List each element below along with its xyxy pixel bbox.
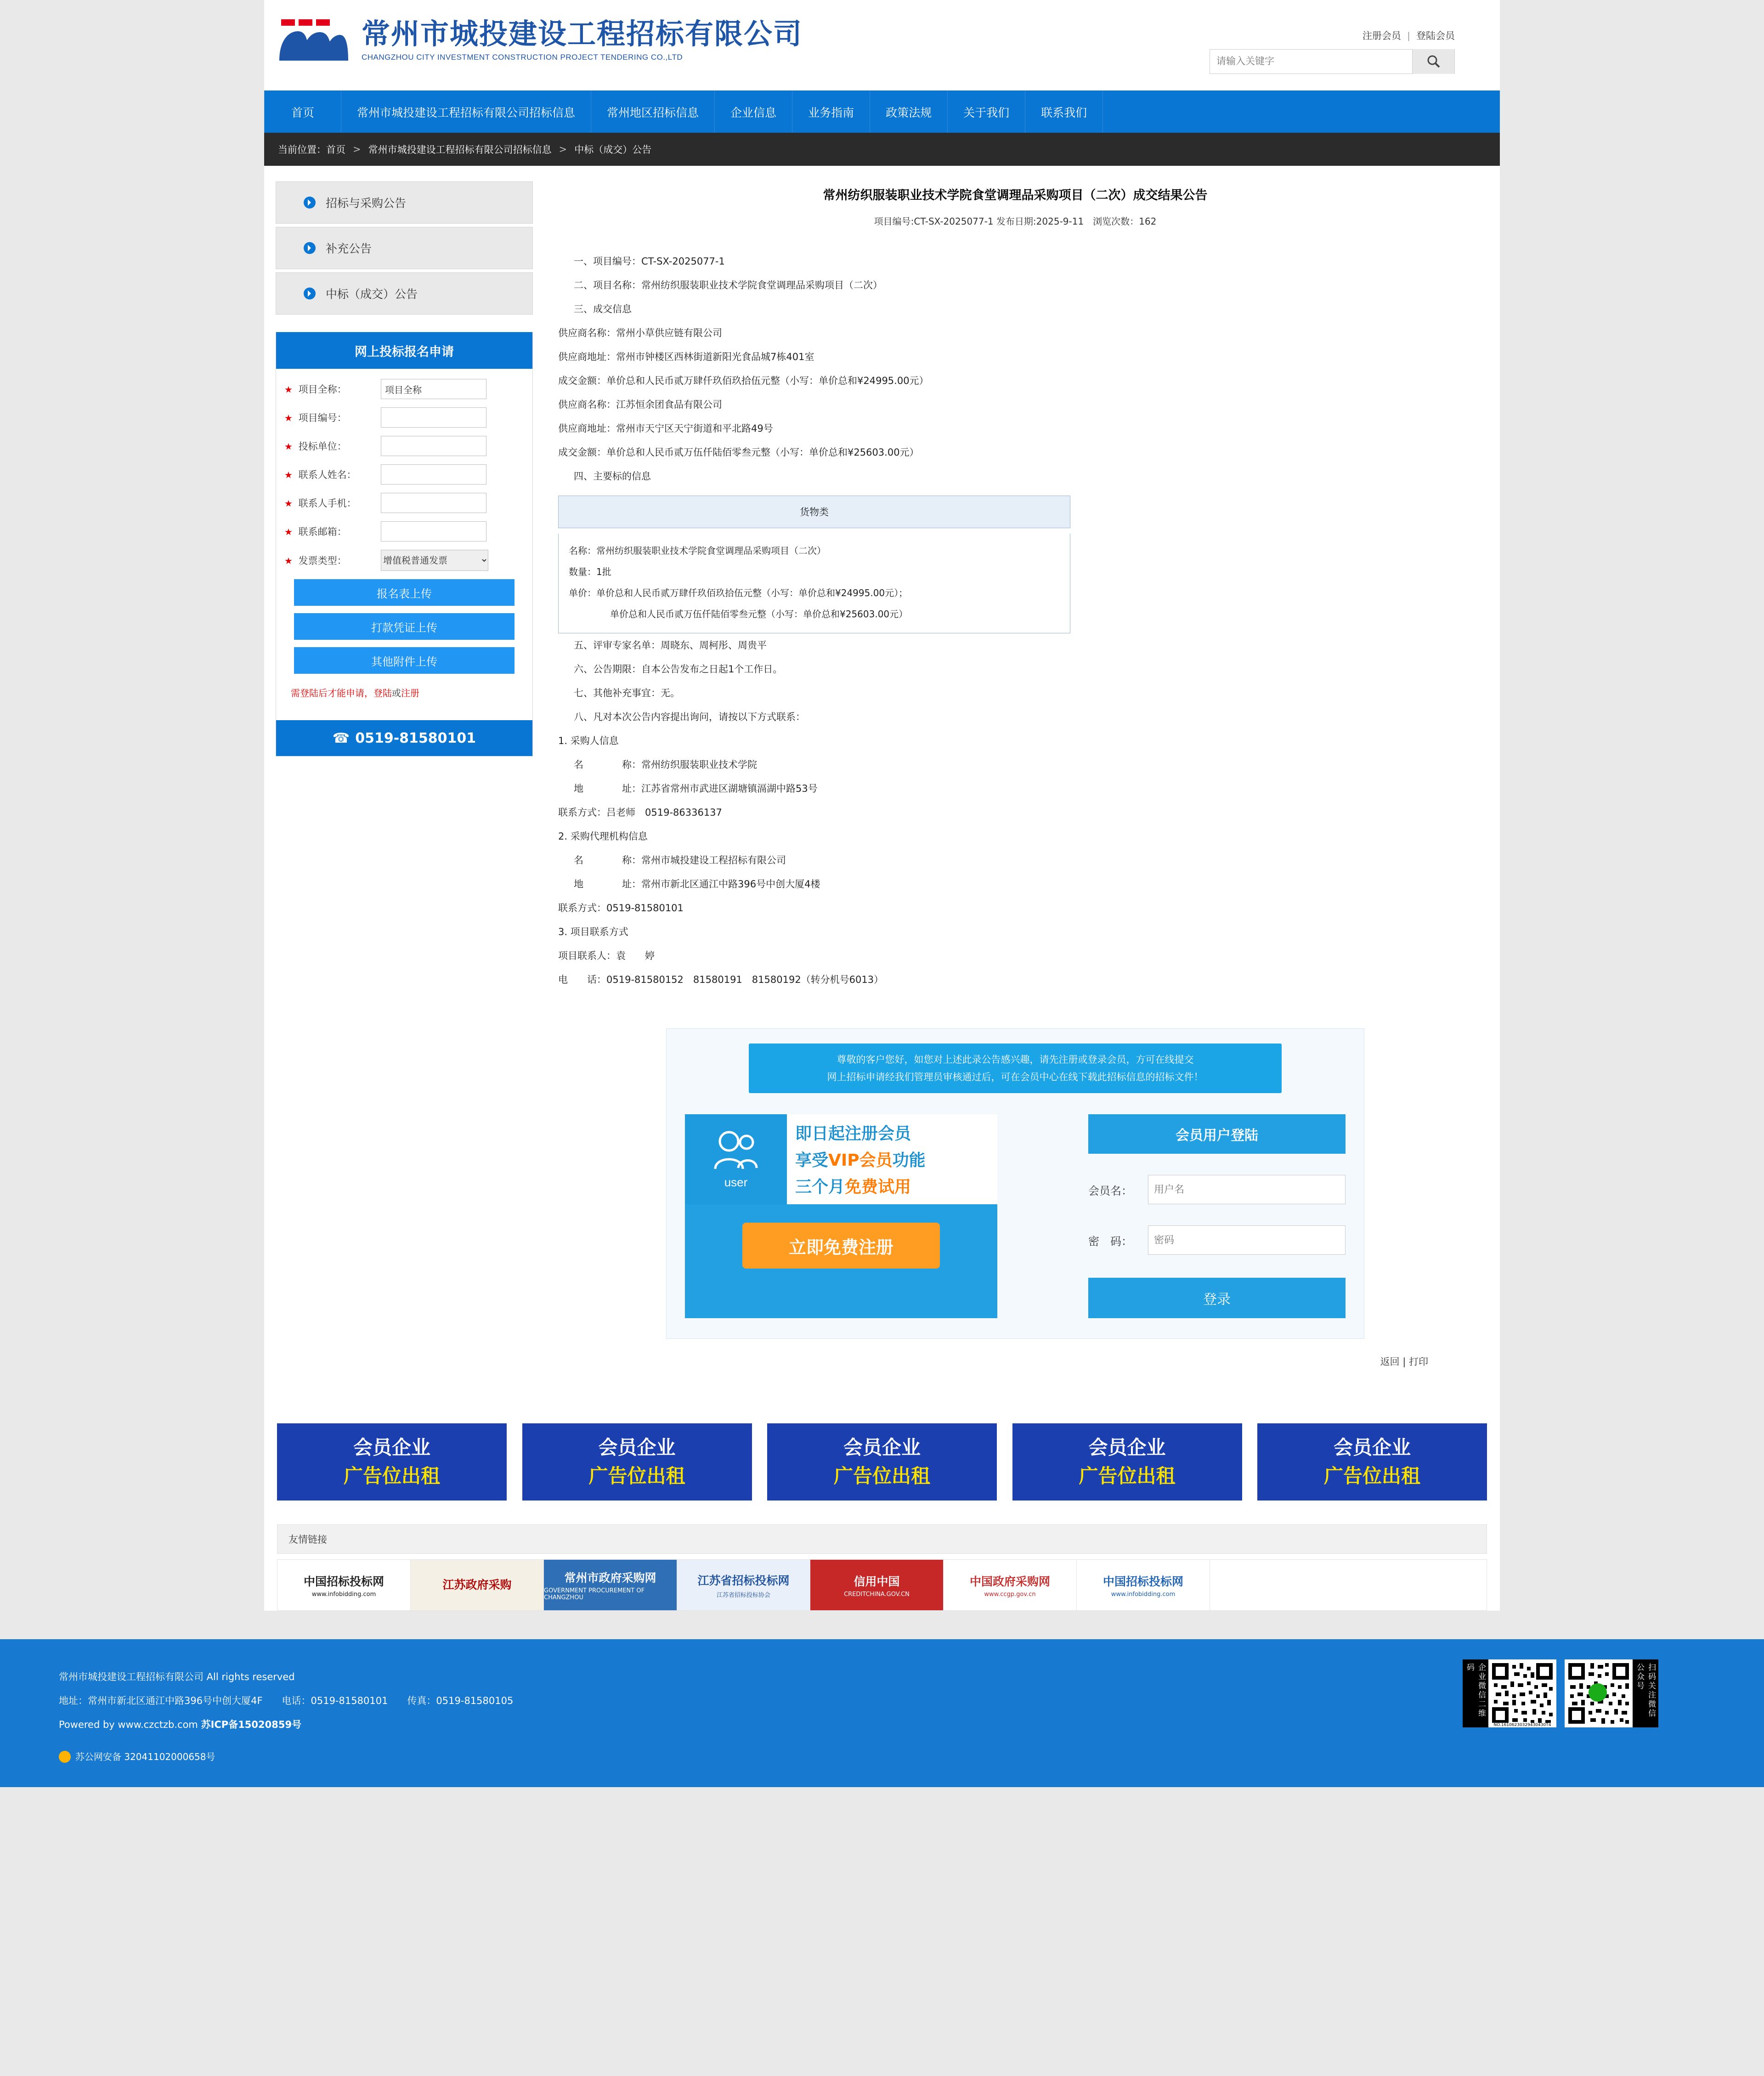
sidebar-item-tender-notice[interactable] xyxy=(276,181,533,224)
promo-note xyxy=(749,1044,1282,1093)
free-register-button[interactable]: 立即免费注册 xyxy=(742,1223,940,1269)
qr-code-group xyxy=(1454,1659,1658,1727)
table-header-row xyxy=(559,496,1070,528)
friend-logo-1[interactable] xyxy=(411,1560,544,1610)
form-label-contact-name xyxy=(284,468,381,481)
label-text: 联系人手机： xyxy=(298,498,356,509)
form-row-project-name xyxy=(284,379,524,399)
required-mark: ★ xyxy=(284,469,293,480)
ad-slot-0[interactable] xyxy=(277,1423,507,1501)
invoice-type-select[interactable] xyxy=(381,550,488,571)
sidebar-item-award-notice[interactable] xyxy=(276,272,533,315)
qr-caption: NO.16106230329430430T4 xyxy=(1488,1723,1556,1727)
nav-item-7[interactable]: 联系我们 xyxy=(1025,91,1103,133)
friend-logo-5[interactable] xyxy=(944,1560,1077,1610)
label-text: 项目全称： xyxy=(298,384,347,395)
friend-logo-name: 江苏政府采购 xyxy=(442,1578,512,1591)
register-link[interactable]: 注册会员 xyxy=(1362,31,1401,41)
breadcrumb xyxy=(264,133,1500,166)
contact-mobile-input[interactable] xyxy=(381,493,486,513)
user-avatar-icon xyxy=(685,1114,787,1204)
label-text: 联系人姓名： xyxy=(298,469,356,480)
friend-logo-name: 中国政府采购网 xyxy=(969,1574,1050,1588)
article-line-2: 三、成交信息 xyxy=(574,304,632,315)
sidebar xyxy=(276,181,533,756)
search-button[interactable] xyxy=(1412,49,1454,74)
ad-line-1: 会员企业 xyxy=(843,1436,921,1459)
friend-logo-sub: www.ccgp.gov.cn xyxy=(984,1591,1036,1598)
goods-table-header-cell: 货物类 xyxy=(559,496,1070,528)
footer-address: 地址：常州市新北区通江中路396号中创大厦4F 电话：0519-81580101 传真：0519-81580105 xyxy=(59,1695,514,1706)
nav-item-3[interactable]: 企业信息 xyxy=(715,91,792,133)
label-text: 发票类型： xyxy=(298,555,347,566)
link-separator: | xyxy=(1407,31,1410,41)
nav-item-2[interactable]: 常州地区招标信息 xyxy=(591,91,715,133)
login-row-password xyxy=(1088,1225,1346,1255)
company-logo-icon xyxy=(276,17,351,65)
friend-logo-name: 常州市政府采购网 xyxy=(564,1571,656,1585)
site-logo[interactable] xyxy=(276,17,803,65)
article xyxy=(533,181,1500,1368)
password-label: 密 码： xyxy=(1088,1235,1132,1248)
site-header xyxy=(264,0,1500,90)
goods-row-price-2: 单价总和人民币贰万伍仟陆佰零叁元整（小写：单价总和¥25603.00元） xyxy=(610,609,908,620)
contact-line-10: 电 话：0519-81580152 81580191 81580192（转分机号6013） xyxy=(558,974,884,985)
friend-logo-3[interactable] xyxy=(677,1560,810,1610)
friend-logo-sub: GOVERNMENT PROCUREMENT OF CHANGZHOU xyxy=(544,1587,645,1601)
promo-columns xyxy=(685,1114,1346,1318)
arrow-bullet-icon xyxy=(304,242,316,254)
form-row-contact-email xyxy=(284,521,524,542)
slogan3-pre: 三个月 xyxy=(795,1178,845,1196)
slogan3-free: 免费试用 xyxy=(845,1178,911,1196)
form-row-project-number xyxy=(284,407,524,428)
ad-line-1: 会员企业 xyxy=(598,1436,676,1459)
contact-email-input[interactable] xyxy=(381,521,486,542)
ad-slot-4[interactable] xyxy=(1257,1423,1487,1501)
back-print-sep: | xyxy=(1402,1356,1406,1367)
article-award-4: 供应商地址：常州市天宁区天宁街道和平北路49号 xyxy=(558,423,773,434)
article-award-5: 成交金额：单价总和人民币贰万伍仟陆佰零叁元整（小写：单价总和¥25603.00元） xyxy=(558,447,919,458)
promo-slogan-line-3 xyxy=(795,1174,997,1201)
ad-slot-3[interactable] xyxy=(1012,1423,1242,1501)
promo-slogan-line-2 xyxy=(795,1147,997,1174)
form-row-contact-name xyxy=(284,464,524,485)
friend-logo-2[interactable] xyxy=(544,1560,677,1610)
article-line-period: 六、公告期限：自本公告发布之日起1个工作日。 xyxy=(574,664,783,675)
friend-links-title-bar xyxy=(277,1524,1487,1554)
article-goods-heading: 四、主要标的信息 xyxy=(574,471,651,482)
login-link[interactable]: 登陆会员 xyxy=(1416,31,1455,41)
friend-logo-sub: 江苏省招标投标协会 xyxy=(716,1591,770,1599)
project-name-input[interactable] xyxy=(381,379,486,399)
article-meta: 项目编号:CT-SX-2025077-1 发布日期:2025-9-11 浏览次数：162 xyxy=(874,216,1157,227)
breadcrumb-item-1[interactable]: 常州市城投建设工程招标有限公司招标信息 xyxy=(368,144,552,155)
login-required-note xyxy=(284,681,524,705)
ad-slot-2[interactable] xyxy=(767,1423,997,1501)
breadcrumb-item-2[interactable]: 中标（成交）公告 xyxy=(574,144,652,155)
qr-block-business xyxy=(1463,1659,1556,1727)
search-icon xyxy=(1426,54,1442,69)
nav-item-4[interactable]: 业务指南 xyxy=(792,91,870,133)
contact-line-8: 3. 项目联系方式 xyxy=(558,926,628,937)
goods-row-name: 名称：常州纺织服装职业技术学院食堂调理品采购项目（二次） xyxy=(569,545,826,556)
contact-name-input[interactable] xyxy=(381,464,486,485)
goods-row-quantity: 数量：1批 xyxy=(569,566,611,577)
qr-code-business-icon xyxy=(1488,1659,1556,1727)
label-text: 项目编号： xyxy=(298,412,347,423)
ad-line-2: 广告位出租 xyxy=(833,1465,930,1487)
contact-line-3: 联系方式：吕老师 0519-86336137 xyxy=(558,807,722,818)
upload-payment-voucher-button[interactable]: 打款凭证上传 xyxy=(294,613,514,640)
user-icon-label: user xyxy=(724,1175,748,1189)
form-label-bidder-unit xyxy=(284,439,381,453)
contact-line-4: 2. 采购代理机构信息 xyxy=(558,831,648,842)
member-promo-box xyxy=(666,1028,1364,1339)
qr-label-wechat: 扫码关注微信公众号 xyxy=(1633,1659,1658,1727)
upload-other-attachment-button[interactable]: 其他附件上传 xyxy=(294,647,514,674)
contact-line-7: 联系方式：0519-81580101 xyxy=(558,903,684,914)
site-shell xyxy=(264,0,1500,1611)
note-or: 或 xyxy=(392,688,401,699)
friend-logo-sub: www.infobidding.com xyxy=(311,1591,376,1598)
form-label-project-number xyxy=(284,411,381,424)
nav-item-1[interactable]: 常州市城投建设工程招标有限公司招标信息 xyxy=(341,91,591,133)
friend-logo-4[interactable] xyxy=(810,1560,944,1610)
icp-link[interactable]: 苏ICP备15020859号 xyxy=(201,1719,302,1730)
article-award-3: 供应商名称：江苏恒余团食品有限公司 xyxy=(558,399,722,410)
promo-banner xyxy=(685,1114,997,1204)
goods-table-body xyxy=(558,534,1070,633)
sidebar-item-label-2: 中标（成交）公告 xyxy=(326,288,418,301)
contact-line-6: 地 址：常州市新北区通江中路396号中创大厦4楼 xyxy=(574,879,820,890)
breadcrumb-item-0[interactable]: 首页 xyxy=(326,144,345,155)
promo-note-line-1: 尊敬的客户您好，如您对上述此录公告感兴趣，请先注册或登录会员，方可在线提交 xyxy=(837,1054,1194,1065)
slogan2-pre: 享受 xyxy=(795,1151,829,1170)
content-area xyxy=(264,166,1500,1368)
telephone-icon: ☎ xyxy=(332,730,350,746)
police-record[interactable] xyxy=(59,1745,1764,1769)
breadcrumb-sep-1: > xyxy=(559,144,567,155)
friend-logo-0[interactable] xyxy=(277,1560,411,1610)
police-record-text: 苏公网安备 32041102000658号 xyxy=(75,1751,215,1762)
label-text: 联系邮箱： xyxy=(298,526,347,537)
online-bid-form-panel xyxy=(276,332,533,756)
username-input[interactable] xyxy=(1148,1175,1346,1204)
required-mark: ★ xyxy=(284,498,293,509)
arrow-bullet-icon xyxy=(304,288,316,299)
form-label-contact-mobile xyxy=(284,496,381,510)
qr-block-wechat xyxy=(1565,1659,1658,1727)
sidebar-item-supplement[interactable] xyxy=(276,227,533,269)
page-title: 常州纺织服装职业技术学院食堂调理品采购项目（二次）成交结果公告 xyxy=(823,188,1208,203)
member-login-panel xyxy=(1088,1114,1346,1318)
friend-logo-6[interactable] xyxy=(1077,1560,1210,1610)
police-badge-icon xyxy=(59,1751,71,1763)
contact-line-1: 名 称：常州纺织服装职业技术学院 xyxy=(574,759,757,770)
login-note-warning: 需登陆后才能申请， xyxy=(291,688,373,699)
promo-slogan xyxy=(787,1114,997,1204)
nav-item-6[interactable]: 关于我们 xyxy=(948,91,1025,133)
username-label: 会员名： xyxy=(1088,1184,1132,1197)
article-line-0: 一、项目编号：CT-SX-2025077-1 xyxy=(574,256,725,267)
sidebar-item-label-1: 补充公告 xyxy=(326,242,372,255)
article-body xyxy=(558,249,1472,992)
required-mark: ★ xyxy=(284,555,293,566)
ad-line-2: 广告位出租 xyxy=(1079,1465,1176,1487)
contact-line-0: 1. 采购人信息 xyxy=(558,735,619,746)
friend-links-row xyxy=(277,1559,1487,1611)
ad-line-1: 会员企业 xyxy=(1088,1436,1166,1459)
friend-logo-name: 江苏省招标投标网 xyxy=(697,1574,790,1587)
friend-logo-name: 信用中国 xyxy=(854,1574,900,1588)
qr-code-wechat-icon xyxy=(1565,1659,1633,1727)
ad-line-1: 会员企业 xyxy=(353,1436,430,1459)
goods-row-price-1: 单价：单价总和人民币贰万肆仟玖佰玖拾伍元整（小写：单价总和¥24995.00元）； xyxy=(569,587,908,598)
top-account-links xyxy=(1363,28,1455,42)
friend-logo-sub: CREDITCHINA.GOV.CN xyxy=(844,1591,910,1598)
ad-banner-row xyxy=(264,1368,1500,1501)
article-line-other: 七、其他补充事宜：无。 xyxy=(574,688,680,699)
note-login-link[interactable]: 登陆 xyxy=(373,688,392,699)
form-label-project-name xyxy=(284,382,381,396)
promo-slogan-line-1: 即日起注册会员 xyxy=(795,1124,911,1143)
nav-item-5[interactable]: 政策法规 xyxy=(870,91,948,133)
article-line-contact-intro: 八、凡对本次公告内容提出询问，请按以下方式联系： xyxy=(574,711,805,722)
slogan2-post: 功能 xyxy=(892,1151,926,1170)
contact-line-2: 地 址：江苏省常州市武进区湖塘镇滆湖中路53号 xyxy=(574,783,818,794)
project-number-input[interactable] xyxy=(381,407,486,428)
form-label-contact-email xyxy=(284,525,381,538)
back-link[interactable]: 返回 xyxy=(1380,1356,1400,1367)
goods-table xyxy=(558,496,1070,528)
logo-title: 常州市城投建设工程招标有限公司 xyxy=(362,17,803,51)
sidebar-item-label-0: 招标与采购公告 xyxy=(326,197,407,210)
upload-registration-form-button[interactable]: 报名表上传 xyxy=(294,579,514,606)
ad-line-2: 广告位出租 xyxy=(588,1465,685,1487)
logo-subtitle: CHANGZHOU CITY INVESTMENT CONSTRUCTION PROJECT TENDERING CO.,LTD xyxy=(362,52,683,62)
promo-register-panel xyxy=(685,1114,997,1318)
search-box xyxy=(1210,49,1455,74)
ad-line-2: 广告位出租 xyxy=(343,1465,440,1487)
friend-logo-sub: www.infobidding.com xyxy=(1111,1591,1176,1598)
main-nav xyxy=(264,90,1500,133)
search-input[interactable] xyxy=(1210,50,1412,73)
site-footer xyxy=(0,1639,1764,1787)
contact-line-5: 名 称：常州市城投建设工程招标有限公司 xyxy=(574,855,786,866)
breadcrumb-prefix: 当前位置： xyxy=(278,144,326,155)
contact-phone-bar xyxy=(276,720,532,756)
login-row-username xyxy=(1088,1175,1346,1204)
bidder-unit-input[interactable] xyxy=(381,436,486,456)
article-award-1: 供应商地址：常州市钟楼区西林街道新阳光食品城7栋401室 xyxy=(558,351,814,362)
article-line-experts: 五、评审专家名单：周晓东、周柯彤、周贵平 xyxy=(574,640,767,651)
contact-line-9: 项目联系人：袁 婷 xyxy=(558,950,655,961)
ad-line-1: 会员企业 xyxy=(1333,1436,1411,1459)
login-submit-button[interactable]: 登录 xyxy=(1088,1278,1346,1318)
required-mark: ★ xyxy=(284,412,293,423)
required-mark: ★ xyxy=(284,526,293,537)
form-row-invoice-type xyxy=(284,550,524,571)
nav-item-0[interactable]: 首页 xyxy=(264,91,341,133)
promo-note-line-2: 网上招标申请经我们管理员审核通过后，可在会员中心在线下载此招标信息的招标文件！ xyxy=(827,1072,1204,1083)
form-row-contact-mobile xyxy=(284,493,524,513)
ad-line-2: 广告位出租 xyxy=(1323,1465,1420,1487)
note-register-link[interactable]: 注册 xyxy=(401,688,419,699)
article-award-0: 供应商名称：常州小草供应链有限公司 xyxy=(558,327,722,338)
slogan2-vip: VIP会员 xyxy=(828,1151,893,1170)
footer-copyright: 常州市城投建设工程招标有限公司 All rights reserved xyxy=(59,1671,295,1682)
required-mark: ★ xyxy=(284,441,293,452)
article-line-1: 二、项目名称：常州纺织服装职业技术学院食堂调理品采购项目（二次） xyxy=(574,280,882,291)
form-panel-body xyxy=(276,369,532,714)
breadcrumb-sep-0: > xyxy=(353,144,361,155)
login-panel-title: 会员用户登陆 xyxy=(1088,1114,1346,1154)
required-mark: ★ xyxy=(284,384,293,395)
friend-links-title: 友情链接 xyxy=(288,1534,327,1545)
form-panel-title: 网上投标报名申请 xyxy=(276,332,532,369)
form-label-invoice-type xyxy=(284,553,381,567)
friend-logo-name: 中国招标投标网 xyxy=(1102,1574,1183,1588)
label-text: 投标单位： xyxy=(298,441,347,452)
back-print-bar xyxy=(558,1339,1472,1368)
ad-slot-1[interactable] xyxy=(522,1423,752,1501)
password-input[interactable] xyxy=(1148,1225,1346,1255)
powered-text: Powered by www.czctzb.com xyxy=(59,1719,201,1730)
friend-logo-name: 中国招标投标网 xyxy=(303,1574,384,1588)
article-award-2: 成交金额：单价总和人民币贰万肆仟玖佰玖拾伍元整（小写：单价总和¥24995.00元） xyxy=(558,375,929,386)
form-row-bidder-unit xyxy=(284,436,524,456)
print-link[interactable]: 打印 xyxy=(1409,1356,1428,1367)
arrow-bullet-icon xyxy=(304,197,316,209)
contact-phone-number: 0519-81580101 xyxy=(355,730,476,746)
qr-label-business: 企业微信二维码 xyxy=(1463,1659,1488,1727)
